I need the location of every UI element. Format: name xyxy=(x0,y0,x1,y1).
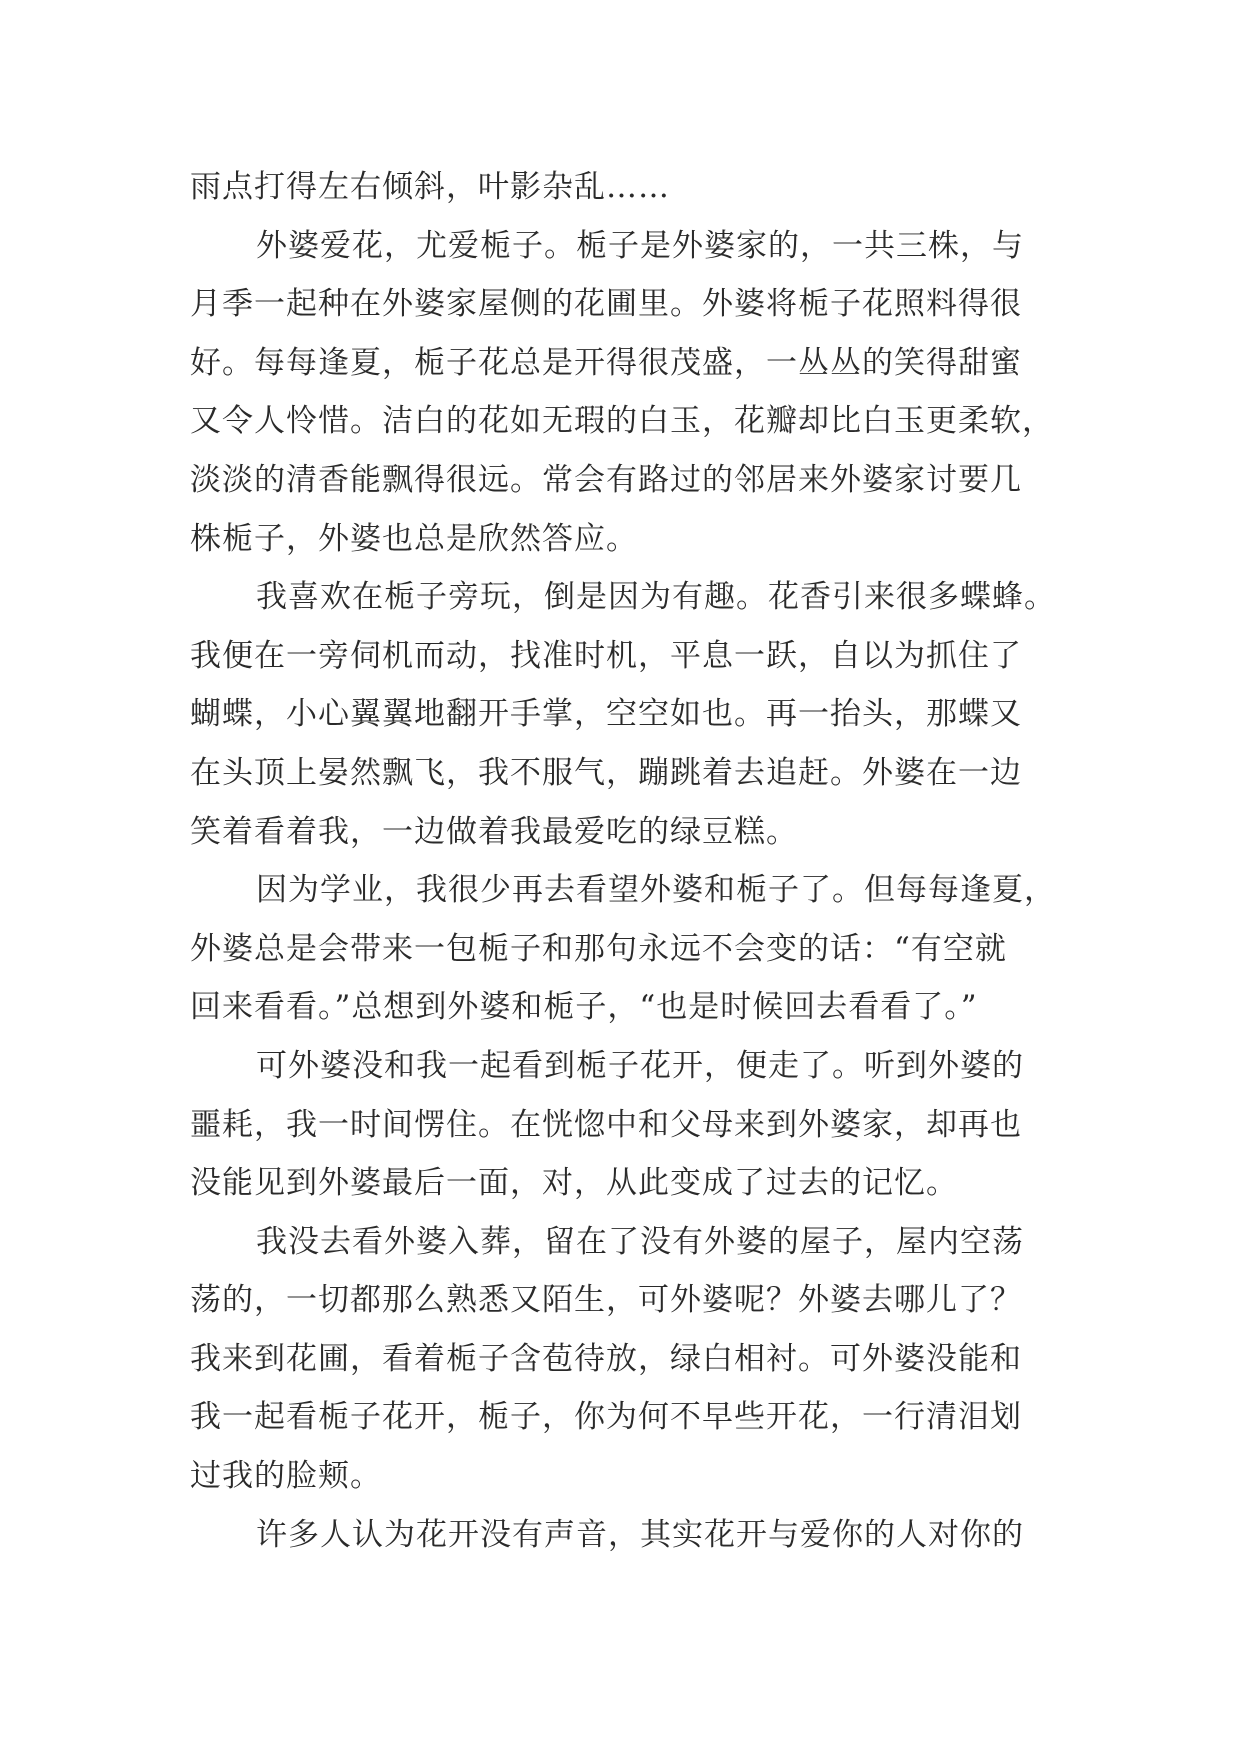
text-line: 月季一起种在外婆家屋侧的花圃里。外婆将栀子花照料得很 xyxy=(190,286,1022,323)
text-line: 可外婆没和我一起看到栀子花开，便走了。听到外婆的 xyxy=(256,1047,1024,1084)
paragraph xyxy=(190,861,1070,1037)
document-body-text xyxy=(190,158,1070,1564)
paragraph xyxy=(190,158,1070,217)
text-line: 笑着看着我，一边做着我最爱吃的绿豆糕。 xyxy=(190,813,798,850)
text-line: 回来看看。”总想到外婆和栀子，“也是时候回去看看了。” xyxy=(190,989,978,1026)
text-line: 株栀子，外婆也总是欣然答应。 xyxy=(190,520,638,557)
paragraph xyxy=(190,1213,1070,1506)
text-line: 许多人认为花开没有声音，其实花开与爱你的人对你的 xyxy=(256,1516,1024,1553)
text-line: 好。每每逢夏，栀子花总是开得很茂盛，一丛丛的笑得甜蜜 xyxy=(190,344,1022,381)
text-line: 我没去看外婆入葬，留在了没有外婆的屋子，屋内空荡 xyxy=(256,1223,1024,1260)
text-line: 噩耗，我一时间愣住。在恍惚中和父母来到外婆家，却再也 xyxy=(190,1106,1022,1143)
text-line: 我来到花圃，看着栀子含苞待放，绿白相衬。可外婆没能和 xyxy=(190,1340,1022,1377)
paragraph xyxy=(190,1037,1070,1213)
text-line: 又令人怜惜。洁白的花如无瑕的白玉，花瓣却比白玉更柔软， xyxy=(190,403,1054,440)
text-line: 过我的脸颊。 xyxy=(190,1458,382,1495)
text-line: 我喜欢在栀子旁玩，倒是因为有趣。花香引来很多蝶蜂。 xyxy=(256,579,1056,616)
text-line: 雨点打得左右倾斜，叶影杂乱…… xyxy=(190,169,670,205)
paragraph xyxy=(190,1506,1070,1565)
text-line: 淡淡的清香能飘得很远。常会有路过的邻居来外婆家讨要几 xyxy=(190,461,1022,498)
text-line: 外婆总是会带来一包栀子和那句永远不会变的话：“有空就 xyxy=(190,930,1007,967)
paragraph xyxy=(190,217,1070,569)
text-line: 外婆爱花，尤爱栀子。栀子是外婆家的，一共三株，与 xyxy=(256,227,1024,264)
text-line: 在头顶上晏然飘飞，我不服气，蹦跳着去追赶。外婆在一边 xyxy=(190,754,1022,791)
text-line: 荡的，一切都那么熟悉又陌生，可外婆呢？外婆去哪儿了？ xyxy=(190,1282,1022,1319)
text-line: 蝴蝶，小心翼翼地翻开手掌，空空如也。再一抬头，那蝶又 xyxy=(190,696,1022,733)
paragraph xyxy=(190,568,1070,861)
text-line: 我便在一旁伺机而动，找准时机，平息一跃，自以为抓住了 xyxy=(190,637,1022,674)
text-line: 没能见到外婆最后一面，对，从此变成了过去的记忆。 xyxy=(190,1165,958,1202)
text-line: 我一起看栀子花开，栀子，你为何不早些开花，一行清泪划 xyxy=(190,1399,1022,1436)
text-line: 因为学业，我很少再去看望外婆和栀子了。但每每逢夏， xyxy=(256,872,1056,909)
